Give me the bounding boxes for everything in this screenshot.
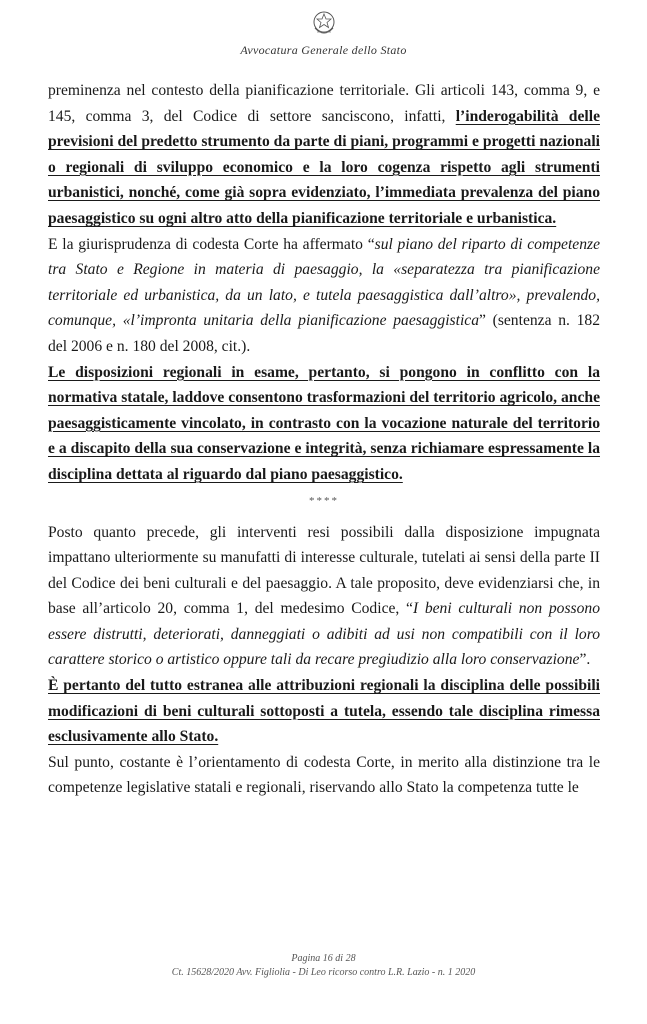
paragraph-3-bold-underlined: Le disposizioni regionali in esame, pertanto, si pongono in conflitto con la normativa statale, laddove consentono trasformazioni del territorio agricolo, anche paesaggisticamente vincolato, in contrasto con la vocazione naturale del territorio e a discapito della sua conservazione e integrità, senza richiamare espressamente la disciplina dettata al riguardo dal piano paesaggistico. xyxy=(48,363,600,483)
paragraph-1-bold-underlined: l’inderogabilità delle previsioni del predetto strumento da parte di piani, programmi e progetti nazionali o regionali di sviluppo economico e la loro cogenza rispetto agli strumenti urbanistici, nonché, come già sopra evidenziato, l’immediata prevalenza del piano paesaggistico su ogni altro atto della pianificazione territoriale e urbanistica. xyxy=(48,107,600,227)
paragraph-5-bold-underlined: È pertanto del tutto estranea alle attribuzioni regionali la disciplina delle possibili modificazioni di beni culturali sottoposti a tutela, essendo tale disciplina rimessa esclusivamente allo Stato. xyxy=(48,677,600,746)
italian-republic-emblem-icon xyxy=(311,8,337,38)
page-header xyxy=(0,8,647,58)
paragraph-1 xyxy=(48,78,600,232)
paragraph-1-text: preminenza nel contesto della pianificazione territoriale. Gli articoli 143, comma 9, e 145, comma 3, del Codice di settore sanciscono, infatti, xyxy=(48,82,600,125)
paragraph-2-text-a: E la giurisprudenza di codesta Corte ha affermato “ xyxy=(48,235,375,253)
document-body xyxy=(48,78,600,801)
paragraph-2 xyxy=(48,232,600,360)
paragraph-2-quote: sul piano del riparto di competenze tra Stato e Regione in materia di paesaggio, la «separatezza tra pianificazione territoriale ed urbanistica, da un lato, e tutela paesaggistica dall’altro», prevalendo, comunque, «l’impronta unitaria della pianificazione paesaggistica xyxy=(48,235,601,330)
section-separator: **** xyxy=(309,494,339,507)
paragraph-2-text-b: ” (sentenza n. 182 del 2006 e n. 180 del 2008, cit.). xyxy=(48,312,601,355)
case-reference: Ct. 15628/2020 Avv. Figliolia - Di Leo ricorso contro L.R. Lazio - n. 1 2020 xyxy=(171,967,476,978)
paragraph-4-text-a: Posto quanto precede, gli interventi resi possibili dalla disposizione impugnata impattano ulteriormente su manufatti di interesse culturale, tutelati ai sensi della parte II del Codice dei beni culturali e del paesaggio. A tale proposito, deve evidenziarsi che, in base all’articolo 20, comma 1, del medesimo Codice, “ xyxy=(48,523,600,618)
paragraph-3 xyxy=(48,360,600,488)
header-title: Avvocatura Generale dello Stato xyxy=(240,43,407,57)
paragraph-4-text-b: ”. xyxy=(579,651,591,669)
paragraph-6 xyxy=(48,750,600,801)
page-number: Pagina 16 di 28 xyxy=(291,953,356,964)
paragraph-4-quote: I beni culturali non possono essere distrutti, deteriorati, danneggiati o adibiti ad usi non compatibili con il loro carattere storico o artistico oppure tali da recare pregiudizio alla loro conservazione xyxy=(48,600,600,669)
page-footer xyxy=(0,952,647,980)
paragraph-5 xyxy=(48,673,600,750)
paragraph-6-text: Sul punto, costante è l’orientamento di codesta Corte, in merito alla distinzione tra le competenze legislative statali e regionali, riservando allo Stato la competenza tutte le xyxy=(48,753,600,797)
paragraph-4 xyxy=(48,520,600,674)
